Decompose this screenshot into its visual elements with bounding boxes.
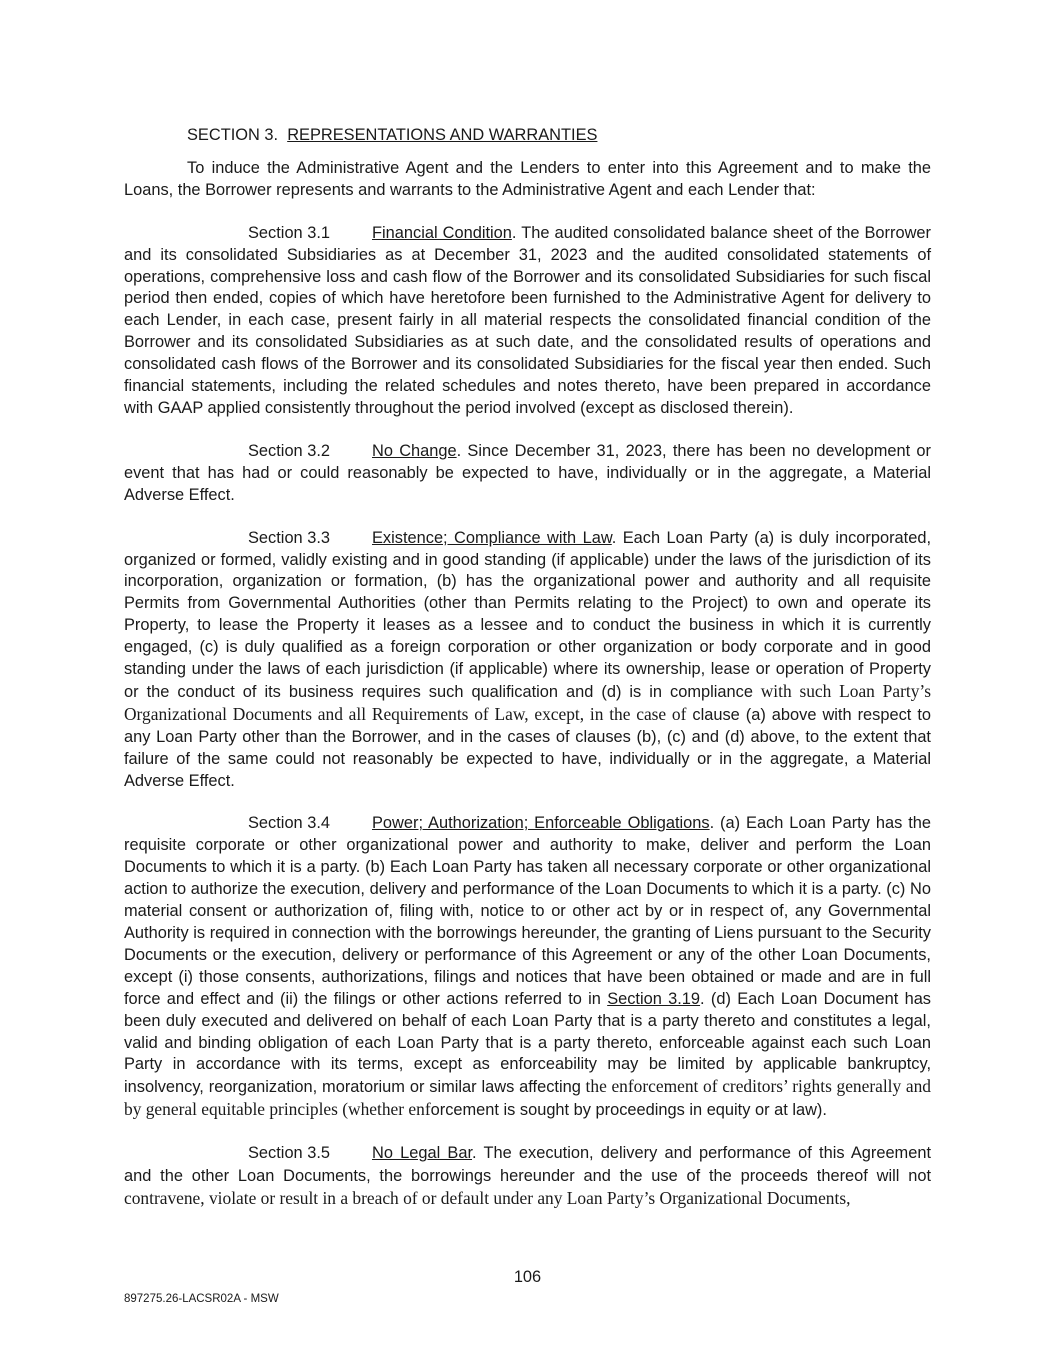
section-number: Section 3.2 xyxy=(248,441,331,460)
section-heading xyxy=(124,125,931,147)
section-3-2 xyxy=(124,441,931,507)
section-caption: Financial Condition xyxy=(372,223,512,242)
section-text: . Since December 31, 2023, there has been no development or event that has had or could reasonably be expected to have, individually or in the aggregate, a Material Adverse Effect. xyxy=(124,441,931,504)
section-3-4 xyxy=(124,813,931,1122)
section-number: Section 3.3 xyxy=(248,528,331,547)
section-text-continued: clause (a) above with respect to any Loan Party other than the Borrower, and in the cases of clauses (b), (c) and (d) above, to the extent that failure of the same could not reasonably be expected to have, individually or in the aggregate, a Material Adverse Effect. xyxy=(124,705,931,790)
section-text: . Each Loan Party (a) is duly incorporated, organized or formed, validly existing and in good standing (if applicable) under the laws of the jurisdiction of its incorporation, organization or formation, (b) has the organizational power and authority and all requisite Permits from Governmental Authorities (other than Permits relating to the Project) to own and operate its Property, to lease the Property it leases as a lessee and to conduct the business in which it is currently engaged, (c) is duly qualified as a foreign corporation or other organization or body corporate and in good standing under the laws of each jurisdiction (if applicable) where its ownership, lease or operation of Property or the conduct of its business requires such qualification and (d) is in compliance xyxy=(124,528,931,701)
section-3-1 xyxy=(124,223,931,420)
section-label: SECTION 3. xyxy=(187,126,279,144)
section-caption: No Legal Bar xyxy=(372,1144,473,1163)
section-number: Section 3.5 xyxy=(248,1144,331,1163)
section-text-serif: the enforcement of creditors’ rights generally and by general equitable principles (whether enf xyxy=(124,1076,931,1120)
section-text-end: orcement is sought by proceedings in equity or at law). xyxy=(430,1101,827,1120)
document-id: 897275.26-LACSR02A - MSW xyxy=(124,1293,279,1305)
section-number: Section 3.1 xyxy=(248,223,331,242)
cross-reference-section-3-19[interactable]: Section 3.19 xyxy=(607,989,701,1008)
section-3-5 xyxy=(124,1143,931,1211)
page-body xyxy=(124,125,931,1232)
section-text-continued: . (d) Each Loan Document has been duly executed and delivered on behalf of each Loan Party that is a party thereto and constitutes a legal, valid and binding obligation of each Loan Party that is a party thereto, enforceable against each such Loan Party in accordance with its terms, except as enforceability may be limited by applicable bankruptcy, insolvency, reorganization, moratorium or similar laws affecting xyxy=(124,989,932,1097)
section-caption: Power; Authorization; Enforceable Obligations xyxy=(372,814,710,833)
section-3-3 xyxy=(124,528,931,793)
section-text-serif: with such Loan Party’s Organizational Documents and all Requirements of Law, except, in the case of xyxy=(124,680,931,724)
section-caption: No Change xyxy=(372,441,457,460)
section-text: . The audited consolidated balance sheet of the Borrower and its consolidated Subsidiaries as at December 31, 2023 and the audited consolidated statements of operations, comprehensive loss and cash flow of the Borrower and its consolidated Subsidiaries for such fiscal period then ended, copies of which have heretofore been furnished to the Administrative Agent for delivery to each Lender, in each case, present fairly in all material respects the consolidated financial condition of the Borrower and its consolidated Subsidiaries as at such date, and the consolidated results of operations and consolidated cash flows of the Borrower and its consolidated Subsidiaries for the fiscal year then ended. Such financial statements, including the related schedules and notes thereto, have been prepared in accordance with GAAP applied consistently throughout the period involved (except as disclosed therein). xyxy=(124,223,931,417)
page-number: 106 xyxy=(513,1268,542,1286)
section-caption: Existence; Compliance with Law xyxy=(372,528,612,547)
intro-paragraph: To induce the Administrative Agent and the Lenders to enter into this Agreement and to make the Loans, the Borrower represents and warrants to the Administrative Agent and each Lender that: xyxy=(124,158,931,199)
section-text: . (a) Each Loan Party has the requisite corporate or other organizational power and authority to make, deliver and perform the Loan Documents to which it is a party. (b) Each Loan Party has taken all necessary corporate or other organizational action to authorize the execution, delivery and performance of the Loan Documents to which it is a party. (c) No material consent or authorization of, filing with, notice to or other act by or in respect of, any Governmental Authority is required in connection with the borrowings hereunder, the granting of Liens pursuant to the Security Documents or the execution, delivery or performance of this Agreement or any of the other Loan Documents, except (i) those consents, authorizations, filings and notices that have been obtained or made and are in full force and effect and (ii) the filings or other actions referred to in xyxy=(124,814,931,1008)
section-title: REPRESENTATIONS AND WARRANTIES xyxy=(287,126,598,144)
section-text: . The execution, delivery and performance of this Agreement and the other Loan Documents, the borrowings hereunder and the use of the proceeds thereof will not xyxy=(124,1144,931,1186)
section-number: Section 3.4 xyxy=(248,814,331,833)
section-text-serif: contravene, violate or result in a breach of or default under any Loan Party’s Organizational Documents, xyxy=(124,1187,851,1208)
